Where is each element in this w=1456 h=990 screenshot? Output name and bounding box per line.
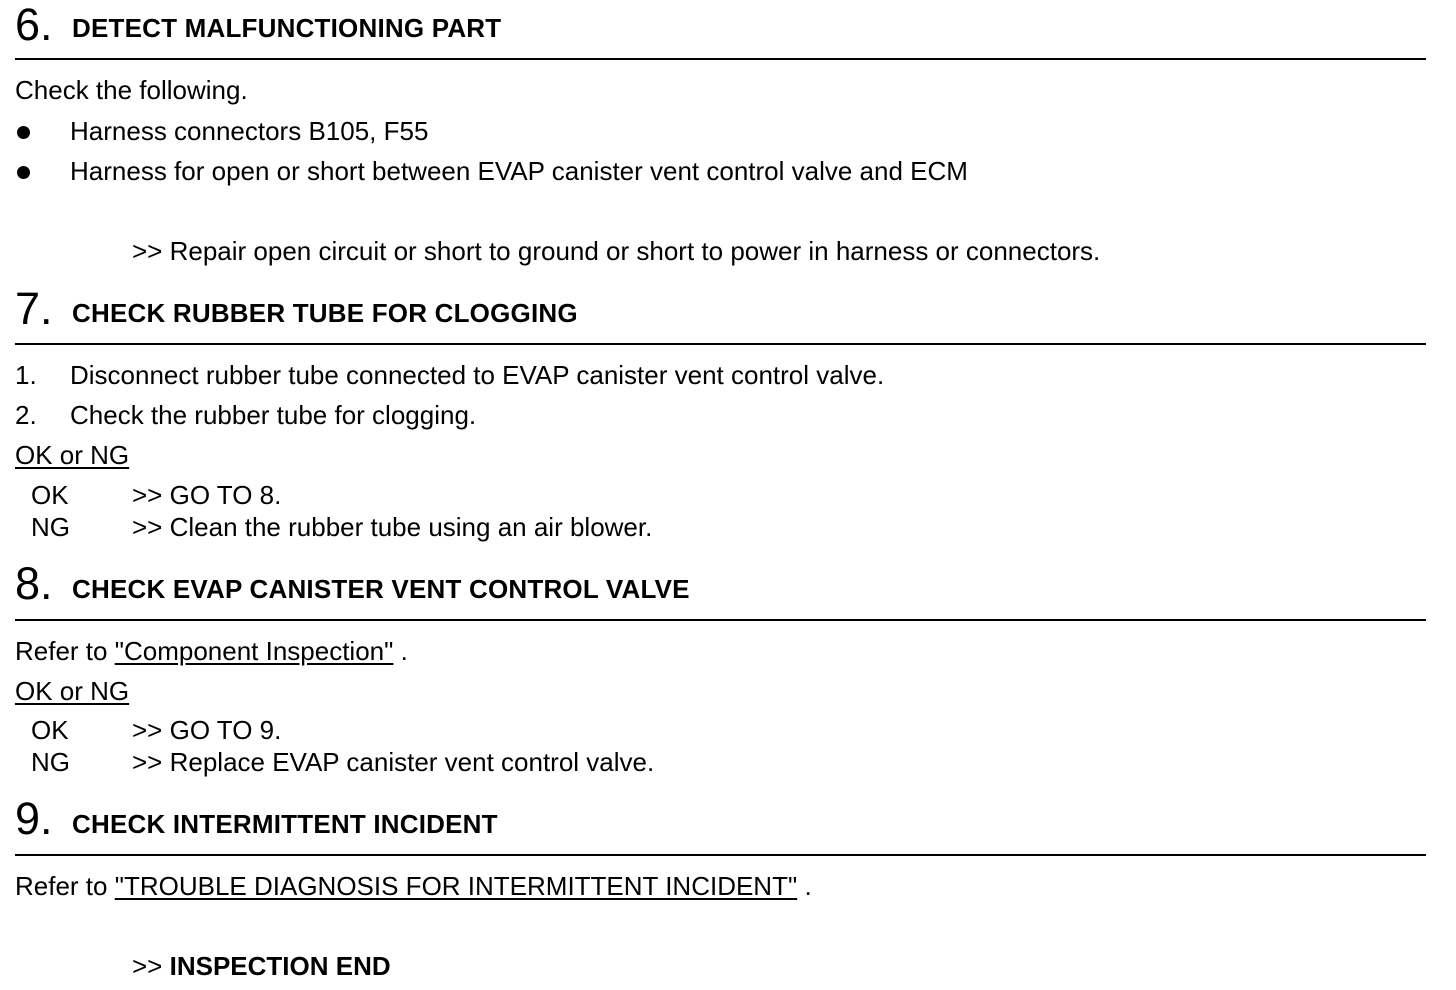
step-6-bullet-2: Harness for open or short between EVAP canister vent control valve and ECM: [70, 156, 968, 186]
step-7-ng-code: NG: [31, 512, 70, 542]
step-8-divider: [15, 619, 1426, 621]
step-6-bullet-1: Harness connectors B105, F55: [70, 116, 429, 146]
inspection-end-text: INSPECTION END: [169, 951, 391, 981]
inspection-end-line: [132, 951, 391, 981]
step-7-item-1-text: Disconnect rubber tube connected to EVAP canister vent control valve.: [70, 360, 885, 390]
step-7-ok-action: >> GO TO 8.: [132, 480, 282, 510]
step-6-action: >> Repair open circuit or short to ground or short to power in harness or connectors.: [132, 236, 1101, 266]
step-9-divider: [15, 854, 1426, 856]
step-8-refer-suffix: .: [400, 636, 408, 666]
step-7-number: 7.: [15, 283, 53, 334]
step-9-number: 9.: [15, 793, 53, 844]
step-9-title: CHECK INTERMITTENT INCIDENT: [72, 809, 498, 839]
inspection-end-prefix: >>: [132, 951, 163, 981]
step-9-refer-suffix: .: [804, 871, 812, 901]
step-8-ng-action: >> Replace EVAP canister vent control valve.: [132, 747, 655, 777]
bullet-icon: [17, 166, 30, 179]
step-8-ok-ng-label: OK or NG: [15, 676, 130, 706]
component-inspection-link[interactable]: "Component Inspection": [114, 636, 394, 666]
step-8-number: 8.: [15, 558, 53, 609]
step-6-divider: [15, 58, 1426, 60]
step-8-title: CHECK EVAP CANISTER VENT CONTROL VALVE: [72, 574, 690, 604]
step-7-title: CHECK RUBBER TUBE FOR CLOGGING: [72, 298, 578, 328]
step-9-refer-prefix: Refer to: [15, 871, 108, 901]
step-7-item-2-text: Check the rubber tube for clogging.: [70, 400, 477, 430]
step-7-item-2-number: 2.: [15, 400, 37, 430]
step-7-divider: [15, 343, 1426, 345]
step-7-item-1-number: 1.: [15, 360, 37, 390]
step-8-ng-code: NG: [31, 747, 70, 777]
step-7-ng-action: >> Clean the rubber tube using an air blower.: [132, 512, 653, 542]
step-7-ok-ng-label: OK or NG: [15, 440, 130, 470]
step-8-ok-action: >> GO TO 9.: [132, 715, 282, 745]
step-6-number: 6.: [15, 0, 53, 50]
step-6-intro: Check the following.: [15, 75, 248, 105]
step-8-ok-code: OK: [31, 715, 69, 745]
trouble-diagnosis-intermittent-link[interactable]: "TROUBLE DIAGNOSIS FOR INTERMITTENT INCIDENT": [114, 871, 798, 901]
step-8-refer-line: [15, 636, 408, 666]
step-7-ok-code: OK: [31, 480, 69, 510]
step-8-refer-prefix: Refer to: [15, 636, 108, 666]
step-6-title: DETECT MALFUNCTIONING PART: [72, 13, 502, 43]
bullet-icon: [17, 126, 30, 139]
step-9-refer-line: [15, 871, 812, 901]
